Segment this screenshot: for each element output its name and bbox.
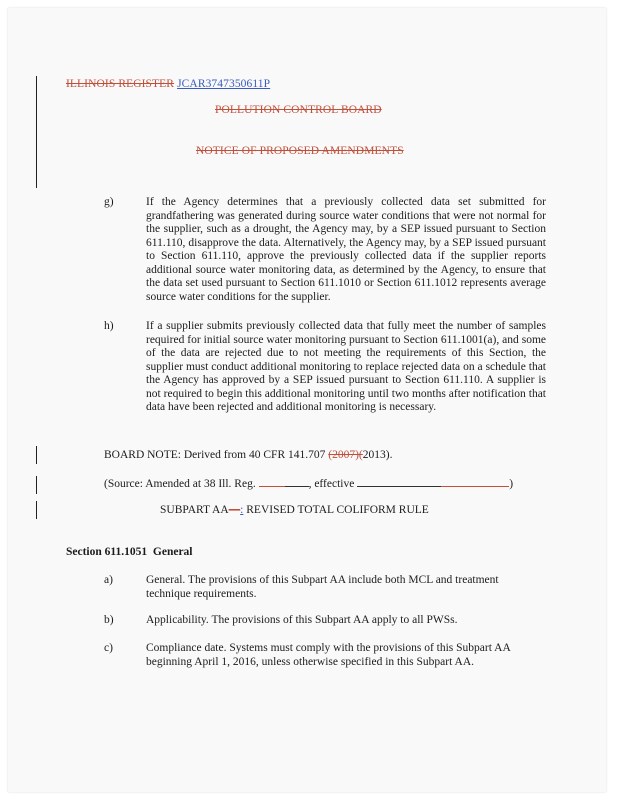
source-prefix: (Source: Amended at 38 Ill. Reg. (104, 478, 259, 490)
source-line (104, 478, 513, 490)
board-note-prefix: BOARD NOTE: Derived from 40 CFR 141.707 (104, 449, 329, 461)
item-letter-g: g) (104, 196, 114, 208)
board-note (104, 449, 392, 461)
notice-title: NOTICE OF PROPOSED AMENDMENTS (196, 145, 404, 157)
item-text-h: If a supplier submits previously collected data that fully meet the number of samples required for initial source water monitoring pursuant to Section 611.1001(a), and some of the data are rejected due to not meeting the requirements of this Section, the supplier must conduct additional monitoring to replace rejected data on a schedule that the Agency has approved by a SEP issued pursuant to Section 611.110. A supplier is not required to begin this additional monitoring until two months after notification that data have been rejected and additional monitoring is necessary. (146, 320, 546, 413)
item-letter-a: a) (104, 574, 113, 586)
source-suffix: ) (509, 478, 514, 490)
subpart-prefix: SUBPART AA (160, 504, 229, 516)
section-title: Section 611.1051 General (66, 546, 193, 558)
source-date-blank (357, 486, 441, 487)
register-inserted: JCAR3747350611P (177, 78, 271, 90)
subpart-inserted: : (240, 504, 244, 516)
change-bar-subpart (36, 501, 37, 519)
source-date-blank-inserted (441, 486, 509, 487)
item-text-c: Compliance date. Systems must comply with the provisions of this Subpart AA beginning April 1, 2016, unless otherwise specified in this Subpart AA. (146, 642, 511, 668)
subpart-suffix: REVISED TOTAL COLIFORM RULE (243, 504, 429, 516)
subpart-deleted: — (228, 504, 241, 516)
board-title: POLLUTION CONTROL BOARD (215, 104, 382, 116)
change-bar-header (36, 76, 37, 188)
item-letter-c: c) (104, 642, 113, 654)
register-header (66, 78, 270, 90)
board-note-inserted: ( (358, 449, 363, 461)
item-text-b: Applicability. The provisions of this Subpart AA apply to all PWSs. (146, 614, 458, 626)
source-middle: , effective (308, 478, 358, 490)
item-text-g: If the Agency determines that a previously collected data set submitted for grandfathering was generated during source water conditions that were not normal for the supplier, such as a drought, the Agency may, by a SEP issued pursuant to Section 611.110, disapprove the data. Alternatively, the Agency may, by a SEP issued pursuant to Section 611.110, approve the previously collected data if the supplier reports additional source water monitoring data, as determined by the Agency, to ensure that the data set used pursuant to Section 611.1010 or Section 611.1012 represents average source water conditions for the supplier. (146, 196, 546, 303)
change-bar-board-note (36, 446, 37, 464)
document-page (8, 8, 606, 792)
item-letter-b: b) (104, 614, 114, 626)
source-reg-blank (285, 486, 309, 487)
board-note-deleted: (2007) (328, 449, 359, 461)
source-reg-blank-deleted (259, 486, 285, 487)
item-text-a: General. The provisions of this Subpart AA include both MCL and treatment technique requirements. (146, 574, 499, 600)
board-note-suffix: 2013). (362, 449, 393, 461)
item-letter-h: h) (104, 320, 114, 332)
subpart-heading (160, 504, 429, 516)
change-bar-source (36, 476, 37, 494)
register-deleted: ILLINOIS REGISTER (66, 78, 175, 90)
